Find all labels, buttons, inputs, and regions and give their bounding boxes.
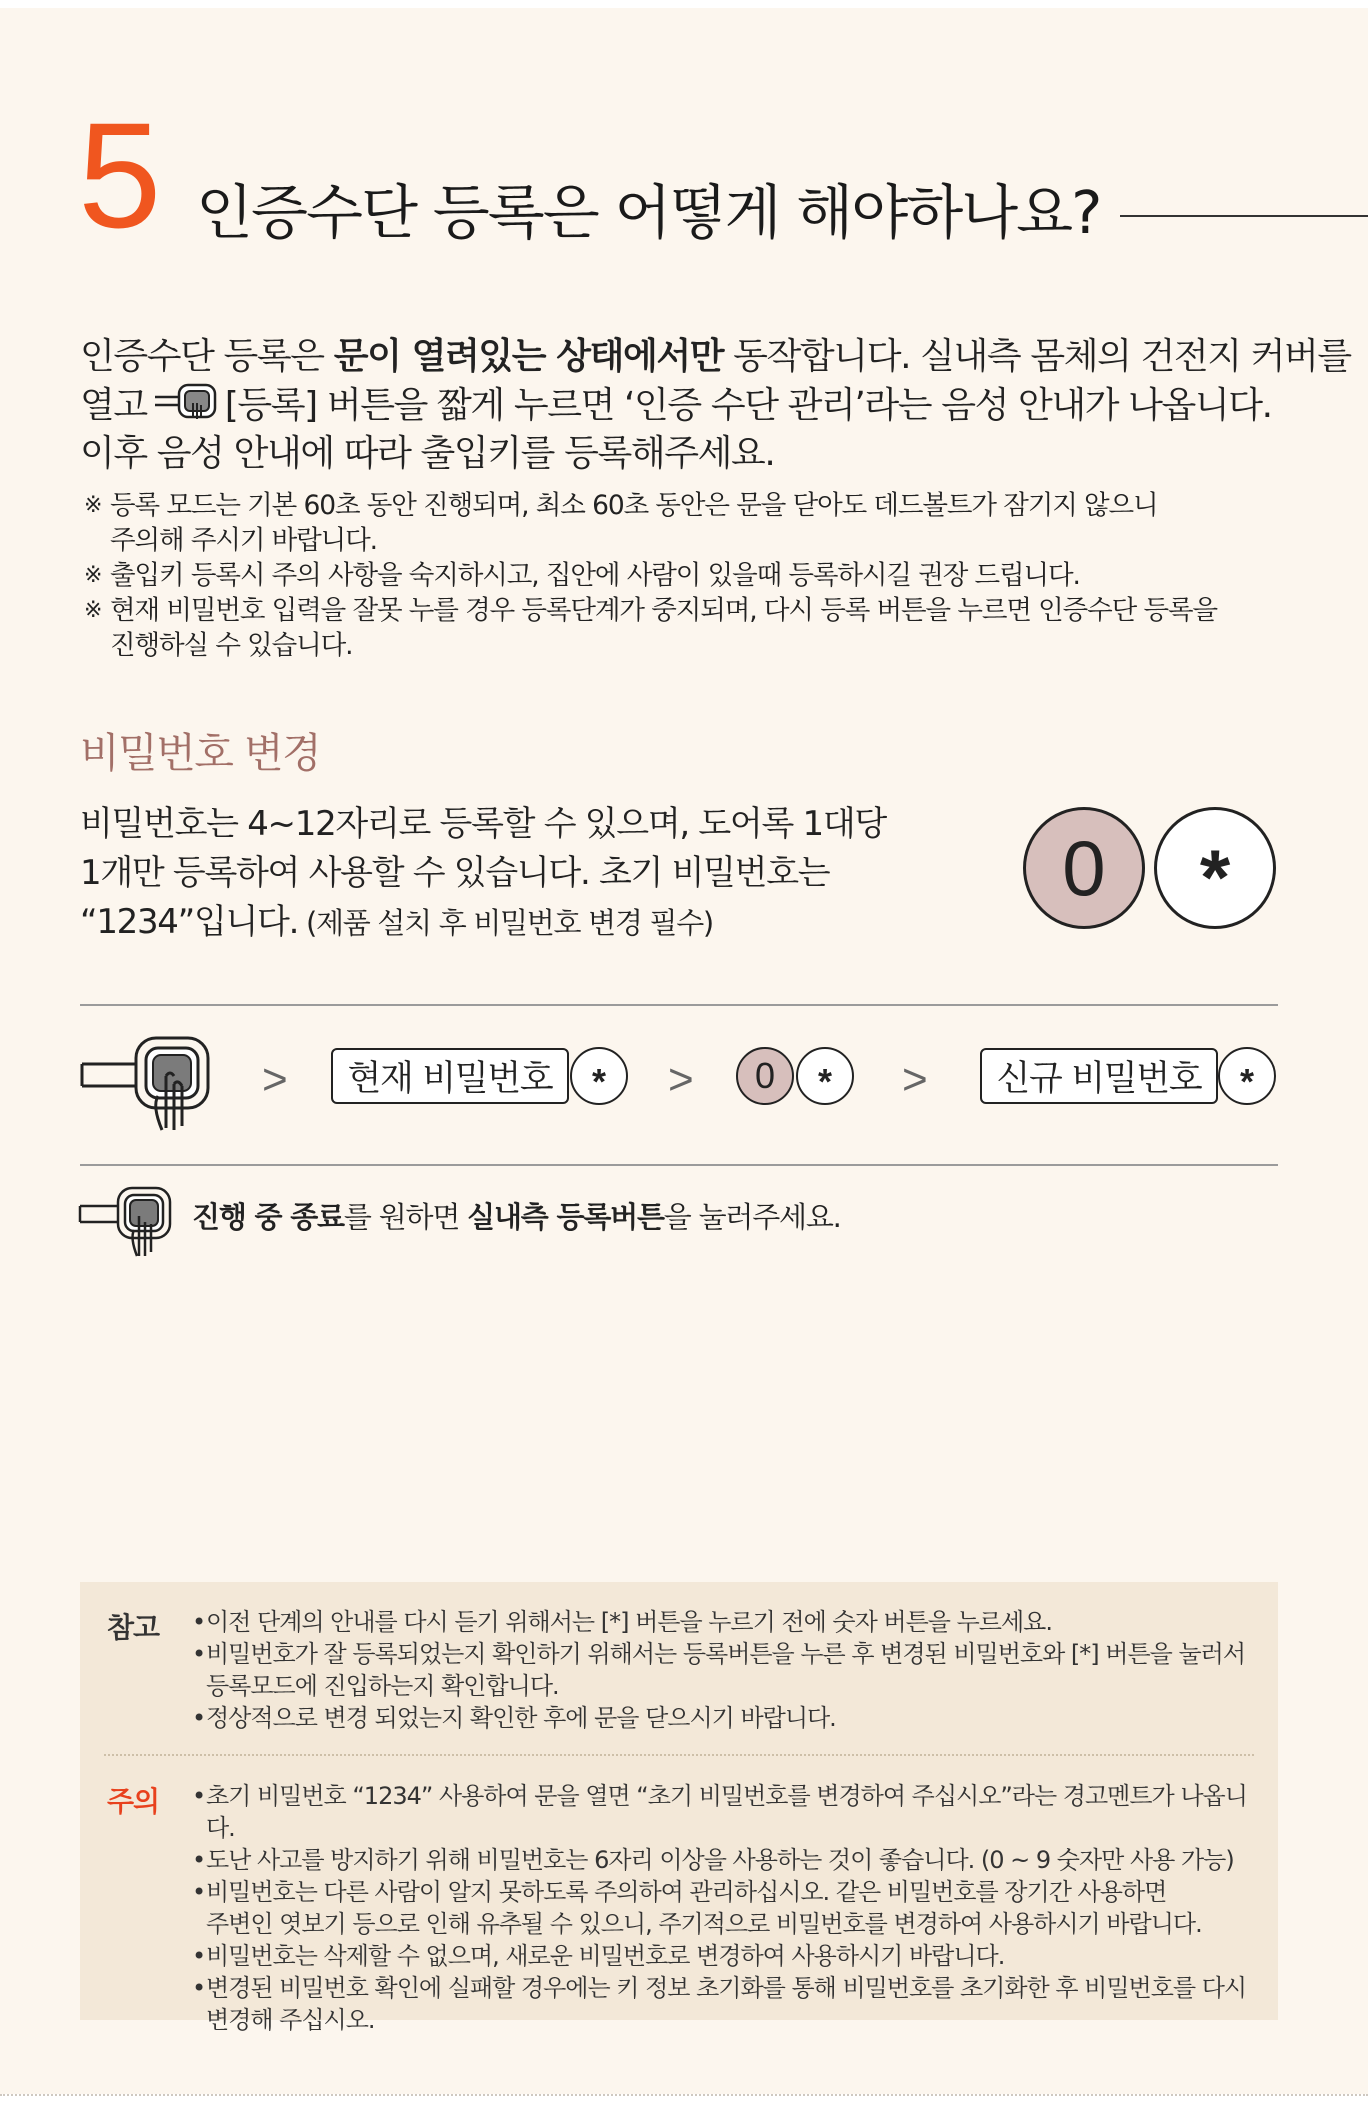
section-number: 5 bbox=[78, 91, 162, 259]
note-line: 현재 비밀번호 입력을 잘못 누를 경우 등록단계가 중지되며, 다시 등록 버튼을 누르면 인증수단 등록을 bbox=[110, 595, 1217, 626]
intro-bold: 문이 열려있는 상태에서만 bbox=[333, 336, 724, 377]
note-mark: ※ bbox=[84, 598, 102, 623]
star-key-icon: * bbox=[570, 1047, 628, 1105]
note-mark: ※ bbox=[84, 563, 102, 588]
exit-bold: 실내측 등록버튼 bbox=[467, 1200, 664, 1234]
note-text bbox=[110, 593, 1264, 663]
title-rule bbox=[1120, 215, 1368, 217]
star-key-icon: * bbox=[1218, 1047, 1276, 1105]
password-line: 비밀번호는 4~12자리로 등록할 수 있으며, 도어록 1대당 bbox=[80, 804, 886, 844]
note-text: 출입키 등록시 주의 사항을 숙지하시고, 집안에 사람이 있을때 등록하시길 권장 드립니다. bbox=[110, 560, 1080, 591]
password-description bbox=[80, 800, 1000, 948]
divider bbox=[80, 1004, 1278, 1006]
exit-instruction bbox=[192, 1195, 841, 1239]
step-arrow: > bbox=[668, 1055, 694, 1104]
exit-bold: 진행 중 종료 bbox=[192, 1200, 344, 1234]
intro-line-2 bbox=[80, 381, 1280, 430]
register-press-icon bbox=[78, 1026, 218, 1136]
step-arrow: > bbox=[262, 1055, 288, 1104]
list-item: • 도난 사고를 방지하기 위해 비밀번호는 6자리 이상을 사용하는 것이 좋습니다. (0 ~ 9 숫자만 사용 가능) bbox=[192, 1844, 1262, 1876]
note-line: 등록 모드는 기본 60초 동안 진행되며, 최소 60초 동안은 문을 닫아도 데드볼트가 잠기지 않으니 bbox=[110, 490, 1158, 521]
step-arrow: > bbox=[902, 1055, 928, 1104]
password-note: (제품 설치 후 비밀번호 변경 필수) bbox=[298, 906, 713, 940]
intro-text: 열고 bbox=[80, 385, 147, 426]
caution-label: 주의 bbox=[107, 1785, 160, 1818]
star-key-icon: * bbox=[796, 1047, 854, 1105]
list-item: • 비밀번호는 삭제할 수 없으며, 새로운 비밀번호로 변경하여 사용하시기 바랍니다. bbox=[192, 1940, 1262, 1972]
reference-label: 참고 bbox=[107, 1611, 160, 1644]
intro-text: 인증수단 등록은 bbox=[80, 336, 334, 377]
note-text bbox=[110, 488, 1264, 558]
intro-line-1 bbox=[80, 333, 1351, 381]
note-mark: ※ bbox=[84, 493, 102, 518]
note-line: 주의해 주시기 바랍니다. bbox=[110, 525, 377, 556]
list-item: 변경해 주십시오. bbox=[206, 2006, 375, 2034]
dotted-divider bbox=[104, 1754, 1254, 1756]
zero-key-icon: 0 bbox=[1023, 807, 1145, 929]
star-key-icon: * bbox=[1154, 807, 1276, 929]
notice-box bbox=[80, 1582, 1278, 2034]
divider bbox=[80, 1164, 1278, 1166]
list-item: • 이전 단계의 안내를 다시 듣기 위해서는 [*] 버튼을 누르기 전에 숫자 버튼을 누르세요. bbox=[192, 1606, 1262, 1638]
intro-text: 동작합니다. 실내측 몸체의 건전지 커버를 bbox=[723, 336, 1351, 377]
list-item: 등록모드에 진입하는지 확인합니다. bbox=[206, 1672, 559, 1700]
password-line: 1개만 등록하여 사용할 수 있습니다. 초기 비밀번호는 bbox=[80, 853, 830, 893]
register-press-icon bbox=[78, 1180, 174, 1260]
exit-text: 을 눌러주세요. bbox=[663, 1200, 841, 1234]
caution-list bbox=[192, 1780, 1262, 2036]
register-button-icon bbox=[153, 381, 219, 425]
intro-line-3: 이후 음성 안내에 따라 출입키를 등록해주세요. bbox=[80, 433, 775, 474]
section-title: 인증수단 등록은 어떻게 해야하나요? bbox=[196, 178, 1101, 247]
intro-text: [등록] 버튼을 짧게 누르면 ‘인증 수단 관리’라는 음성 안내가 나옵니다. bbox=[224, 385, 1272, 426]
zero-key-icon: 0 bbox=[736, 1047, 794, 1105]
list-item: • 정상적으로 변경 되었는지 확인한 후에 문을 닫으시기 바랍니다. bbox=[192, 1702, 1262, 1734]
page-edge bbox=[0, 2094, 1368, 2096]
password-heading: 비밀번호 변경 bbox=[80, 729, 321, 777]
intro-paragraph bbox=[80, 333, 1351, 478]
list-item: • 초기 비밀번호 “1234” 사용하여 문을 열면 “초기 비밀번호를 변경하여 주십시오”라는 경고멘트가 나옵니다. bbox=[192, 1780, 1262, 1844]
notes bbox=[84, 488, 1264, 663]
password-line bbox=[80, 898, 1000, 948]
note-item bbox=[84, 488, 1264, 558]
password-text: “1234”입니다. bbox=[80, 902, 299, 942]
exit-text: 를 원하면 bbox=[343, 1200, 468, 1234]
reference-list bbox=[192, 1606, 1262, 1734]
list-item: • 비밀번호가 잘 등록되었는지 확인하기 위해서는 등록버튼을 누른 후 변경된 비밀번호와 [*] 버튼을 눌러서 bbox=[192, 1638, 1262, 1670]
note-item bbox=[84, 558, 1264, 593]
list-item: 주변인 엿보기 등으로 인해 유추될 수 있으니, 주기적으로 비밀번호를 변경하여 사용하시기 바랍니다. bbox=[206, 1910, 1202, 1938]
list-item: • 변경된 비밀번호 확인에 실패할 경우에는 키 정보 초기화를 통해 비밀번호를 초기화한 후 비밀번호를 다시 bbox=[192, 1972, 1262, 2004]
new-password-box: 신규 비밀번호 bbox=[980, 1048, 1218, 1104]
note-item bbox=[84, 593, 1264, 663]
list-item: • 비밀번호는 다른 사람이 알지 못하도록 주의하여 관리하십시오. 같은 비밀번호를 장기간 사용하면 bbox=[192, 1876, 1262, 1908]
note-line: 진행하실 수 있습니다. bbox=[110, 630, 353, 661]
manual-page bbox=[0, 8, 1368, 2094]
current-password-box: 현재 비밀번호 bbox=[331, 1048, 569, 1104]
